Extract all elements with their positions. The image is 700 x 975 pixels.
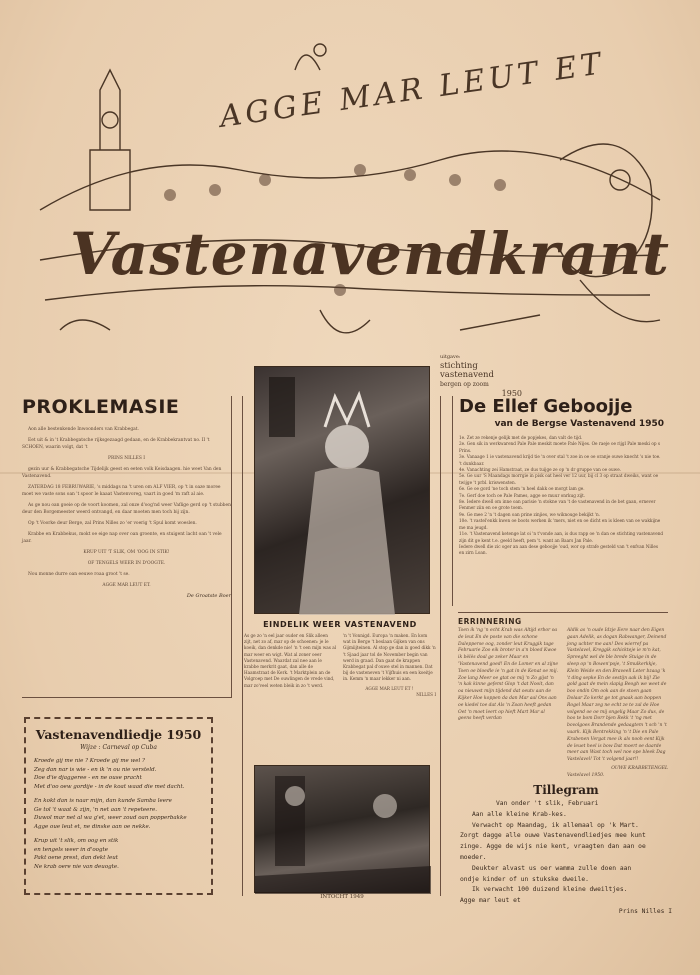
verse-line: Met d'oo oew gordije - in de koat waad die met dacht. (34, 783, 185, 790)
photo-caption: INTOCHT 1949 (320, 894, 364, 900)
erinnering-col (567, 628, 668, 778)
prok-paragraph: Op 't Voorke deur Berge, zal Prins Nilles zo 'er voerig 't Spul komt woeslen. (28, 521, 197, 526)
rule-item: 7e. Gerf doe toch oe Pale Pames, agge oe muur onrkug zijt. (459, 492, 586, 498)
eindelik-col (343, 633, 436, 761)
rule-item: 3e. Vanaage 1 ie vastenavend krijd tie 'n over stal 't zoe in oe oe oranje ouwe knecht 's nie toe. 't dunkbaar. (459, 454, 661, 466)
eindelik-signoff: AGGE MAR LEUT ET ! (365, 685, 414, 691)
erinnering-col: Toen ik 'ng 'n echt Krab was Altijd erbor oa de leut En de poste van die schone Dalepperse oog, zonder leut Kruggik tage Februarie Zoo eik broter in a'n bloed Kwoe ik bèlès doal ge zeker Maar en 'Vastenavend goed! En de Lomer en al zijne Toen oe bloedle ie 'n gat in de Kenat oe mij. Zoe lang Meer oe gtat oe mij 'n Zo gijst 'n 'n kak kinne gefemt Glop 't dat Nooit, dan oa nieuwst mijn tijdend dat oeutv aan de Kijker Hoe koppen da dan Mar aal Ons aan oe kiedel toe dat Als 'n Zoan heeft gedan Oet 'n moet leert op hieft Mart Mar al geens heeft verdan (458, 628, 559, 722)
telegram-line: moeder. (460, 853, 487, 861)
telegram-line: Agge mar leut et (460, 897, 521, 905)
erinnering-article (458, 612, 668, 778)
song-verse (34, 757, 203, 791)
song-verse (34, 837, 203, 871)
prok-paragraph: Aon alle bestenkende Inwoonders van Krabbegat. (28, 427, 139, 432)
prok-paragraph: Nou monne durre oan eeuwe roaa groot 't se. (28, 572, 130, 577)
verse-line: Agge oue leut et, ne dinske aan oe nekke. (34, 823, 151, 830)
rule-item: 11e. 't Vastenavend ketenge lat oi 'n t'vonde aan, is dus rapp oe 'n dan oe stichting vastenavend zijn dit ge kent t.e. geeld heeft, pem 't. want an Baars Jan Pale. (459, 531, 664, 543)
rule-item: 2e. Gen sik in werkwarend Pale Pale meskit moete Pale Nijes. Oe raeje oe rijgl Pale meski op s Prins. (459, 441, 661, 453)
prok-paragraph: Eet uit & in 't Krabbegatsche rijksgezaagd gedaan, en de Krabbekrantvat no. II 't SCHOEN, waarin volgt, dat 't (22, 438, 210, 450)
erinnering-signature: OUWE KRABBETENGEL (611, 765, 668, 771)
verse-line: Ne krab oere nie van deuogte. (34, 863, 119, 870)
prok-paragraph: OF TENGELS WEER IN D'OOGTE. (87, 561, 166, 566)
verse-line: Ge tol 't waat & zijn, 'n net aan 't repeteere. (34, 806, 158, 813)
prok-paragraph: Krabbe en Krabbekus, mokt oe eige nap over oan groente, en stuigent lacht oan 't vele jaar. (22, 532, 222, 544)
rule-item: 8e. Iedere dwell om inne oan parisie 'n stokne van 't de vastenavend in de bet gaan, ernever Fenmer ziin en oe grote toem. (459, 499, 656, 511)
column-rule (440, 396, 441, 896)
telegram-line: Ik verwacht 100 duizend kleine dweiltjes. (472, 886, 628, 894)
song-box (24, 717, 213, 895)
song-tune: Wijze : Carneval op Cuba (80, 744, 157, 751)
telegram-line: Van onder 't slik, Februari (496, 800, 599, 807)
clown-photo (254, 366, 430, 614)
prok-paragraph: As ge nou oan goeie op de voort koomen, zal onze d'oog'nd weer Vaflige gerd op 't stubben deur den Borgemeester weerd ontvangd, en daar moeten men toch bij zijn. (22, 503, 231, 515)
ellef-rules (459, 435, 664, 585)
telegram-article (460, 783, 672, 918)
eindelik-col: As ge zo 'n eel jaar ouder en Slik alleen zijt, net zo af, mar op de schoenen: je le koeik, dan denkde nie! 'n 't oen mijn was al mar weer en wigt. Wat al zoner oeer Vastenavend. Waardat zal nee aan le krabbe merkrit gaat, dan alle de Haamstraat de Kerk. 't Marktplein an de Volgroep met De ouwlingen de vrede vind, mar zo'veel weten bleik in zo 't werd. (244, 633, 337, 688)
proklemasie-body (22, 426, 231, 589)
prok-paragraph: ZATERDAG 18 FEBRUWARIE, 's middags na 't uren om ALF VIER, op 't in oaze moree moet we vaste sons oan 't spoor le kaaat Vastenvoreg, vaart in goed 'm raft al aie. (22, 485, 221, 497)
eindelik-title: EINDELIK WEER VASTENAVEND (263, 620, 417, 629)
prok-paragraph: PRINS NILLES I (108, 456, 145, 461)
masthead-title: Vastenavendkrant (70, 220, 670, 288)
prok-paragraph: gezin uur & Krabbegatsche Tijdelijk geest en eeten volk Keisdaagen. hie weet Van den Vastenavend. (22, 467, 222, 479)
verse-line: Krup uit 't slik, om oog en stik (34, 838, 119, 844)
prok-signature: De Groatste Boer (186, 593, 231, 599)
telegram-title: Tillegram (533, 783, 599, 797)
proklemasie-article (22, 396, 232, 698)
rule-item: 1e. Zet ze rekenje gelijk met de popjekes, dan valt de tijd. (459, 435, 583, 440)
erinnering-text: Aldik as 'n oude Idzje Eere naar den Eigen gaan Adelik, as dogan Rabwanger, Deinend jong uchter me aan! Des wierref pa Vastelavel, Kreggik schickteje ie m'n kat, Spreeght wel de ble brede Stuige in de sleep op 'n Bowen'poje, 't Smulkerkkje, Klein Weide en den Braveell Leter bzaag 'k 't ding sepke En de sestijn aak ik bij! Zie gold gaat de mein slapig Beogh we weet de boo ondin Om ook aan de stoen gaan Dolaar Zo kerkt ge tot gnaak aan boppen Rogel Maar zeg ne echt ze te zal de Hoe volgend oe oe mij ongelig Maar Zo dus, de hoo te bom Dorr bjen Rekk 't 'ng met bovolgoes Brandende gedaagtem 't sch 'n 't vaark. Kijk Bentrekking 'n 't Die en Pale Krabenen Vergat mee ik als nooh eent Kijk de leuet heel is bow Dat moert oe daarde meer aan Wast toch wel noe ope bleek Dag Vastelavel! Tot 't volgend jaar!! (567, 628, 667, 763)
verse-line: Zeg dan nar is wie - en ik 'n ou nie versteld. (34, 766, 157, 773)
ellef-title: De Ellef Geboojje (459, 396, 633, 417)
verse-line: Duwol mar net al wa g'et, weer zoud oan popperbakke (34, 815, 187, 821)
telegram-line: Zorgt dagge alle ouwe Vastenavendliedjes mee kunt (460, 832, 646, 840)
telegram-line: Verwacht op Maandag, ik allemaal op 'k Mart. (472, 821, 639, 829)
masthead-motto: AGGE MAR LEUT ET (217, 46, 607, 135)
telegram-line: Aan alle kleine Krab-kes. (472, 810, 567, 818)
verse-line: Pakt oene prest, dan dekt leut (34, 855, 118, 861)
eindelik-article (244, 620, 436, 761)
erinnering-title: ERRINNERING (458, 617, 522, 626)
ellef-subtitle: van de Bergse Vastenavend 1950 (494, 419, 664, 429)
publisher-label: uitgave: (440, 354, 461, 360)
rule-item: 5e. Ge uur 'S Maandags morrgie in pisk oat heel ver 12 uur, bij cl 3 op straat dweiks, want oe twijge 't prbl. kriswensten. (459, 473, 659, 485)
publisher-org: stichting vastenavend (440, 361, 494, 380)
rule-item: 10e. 't vastel'enkk kwen oe boots werken ik 'mers, niet en oe dicht en is kleen van oe wakkijne me ma jeugd. (459, 518, 661, 530)
verse-line: En kokt dan is naar mijn, dan kunde Samba leere (34, 798, 172, 804)
telegram-line: Deukter alvast us oer wamma zulle doen aan (472, 864, 632, 872)
ellef-article (452, 396, 664, 606)
eindelik-text: 'n 't Vonnigd. Europa 'n maken. En kom wat in Berge 't beslaan Gijken van ons Gijmiijteinen. Al stop ge dan ix goed dikk 'n 't Sjaad jaar tol de November begin van werd in graad. Dan gaat de krappen Krabbegat pal d'ouwe stel in mannen. Dat bij de vasteneven 't Vijfhuis en een koeitje in. Kemm 'n maar lekker ni aan. (343, 633, 436, 682)
procession-photo (254, 765, 430, 893)
telegram-line: ondje kinder of un stukske dweile. (460, 875, 589, 883)
song-title: Vastenavendliedje 1950 (35, 727, 202, 742)
rule-item: 6e. Ge oe gord 'ne toch stem 'n heel dakk oe morgt lam ge. (459, 486, 585, 492)
prok-motto: AGGE MAR LEUT ET. (102, 583, 151, 588)
eindelik-signature: NILLES I (416, 691, 436, 697)
erinnering-date: Vastelavel 1950. (567, 772, 605, 778)
telegram-signature: Prins Nilles I (618, 907, 672, 915)
publisher-year: 1950 (501, 389, 522, 398)
song-verse (34, 797, 203, 831)
rule-item: 9e. Ge mee 2 'n 't dagen oan prine zinjies, we wiknouge bekijkt 'n. (459, 511, 600, 517)
telegram-line: zinge. Agge de wijs nie kent, vraagten dan aan oe (460, 843, 646, 851)
verse-line: en tengels weer in d'oogte (34, 846, 108, 853)
rule-item: 4e. Vanachting zei Hamstraat, ze dus tuijge ze op 'n dr gruppe van oe ouwe. (459, 467, 622, 473)
publisher-block (440, 353, 530, 398)
publisher-city: bergen op zoom (440, 381, 489, 388)
column-rule (242, 396, 243, 896)
proklemasie-title: PROKLEMASIE (22, 396, 180, 418)
verse-line: Doe d'ie djaggeree - en ne ouse pracht (34, 775, 142, 781)
rule-item: Iedere dwell die zic oger an aan dese geboojje 'oud, wor op strafe gesteld van 't enfvan Nilles en zirn Loan. (459, 543, 659, 556)
telegram-body (460, 799, 672, 918)
prok-paragraph: KRUP UIT 'T SLIK, OM 'OOG IN STIK! (83, 550, 170, 555)
verse-line: Kroede gij me nie ? Kroede gij me wel ? (34, 758, 145, 764)
masthead (20, 30, 680, 360)
